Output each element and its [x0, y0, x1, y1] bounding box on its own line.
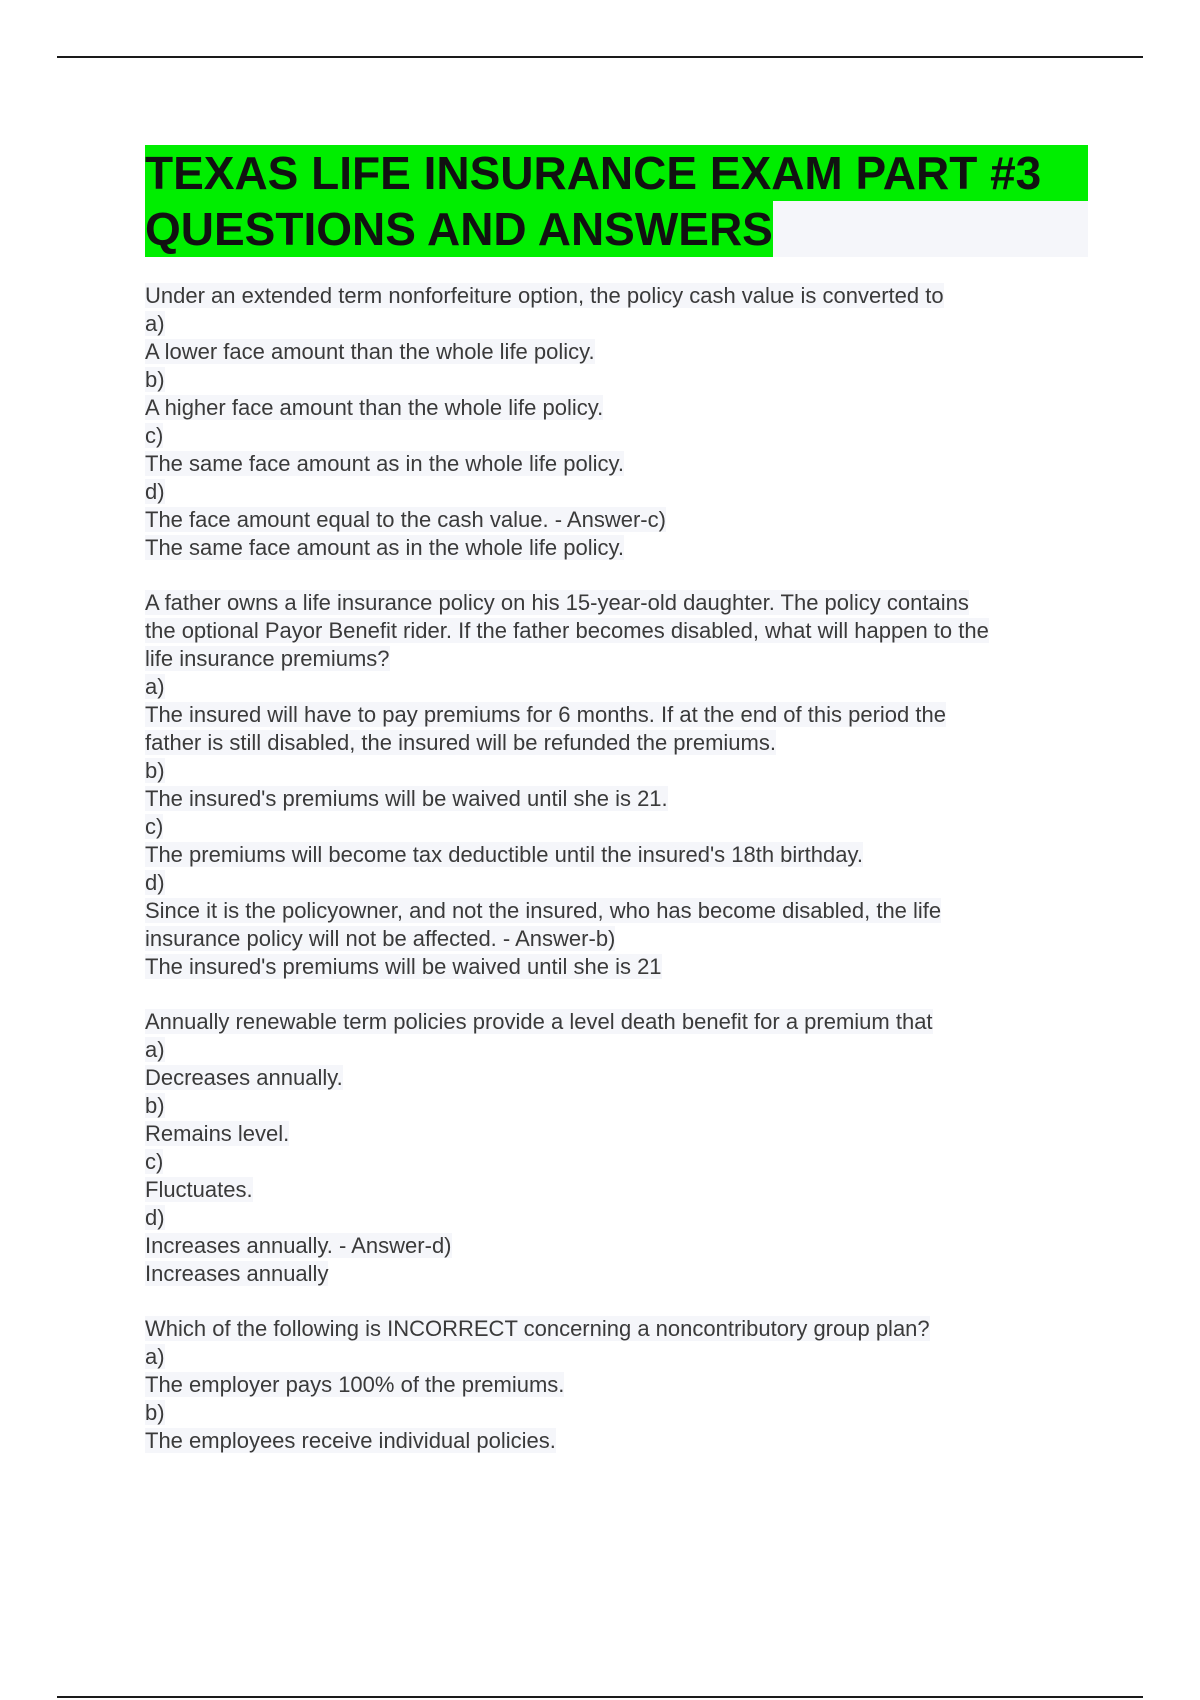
question-line: [145, 925, 1105, 953]
question-line-text: life insurance premiums?: [145, 646, 390, 671]
question-line: [145, 645, 1105, 673]
question-line-text: a): [145, 1344, 165, 1369]
question-line: [145, 1427, 1105, 1455]
question-line-text: The face amount equal to the cash value. - Answer-c): [145, 507, 666, 532]
question-line-text: d): [145, 870, 165, 895]
question-line-text: Decreases annually.: [145, 1065, 343, 1090]
question-block: [145, 589, 1105, 981]
question-line-text: Annually renewable term policies provide a level death benefit for a premium that: [145, 1009, 933, 1034]
question-line-text: The employer pays 100% of the premiums.: [145, 1372, 565, 1397]
question-line-text: d): [145, 1205, 165, 1230]
question-block: [145, 1315, 1105, 1455]
question-block: [145, 282, 1105, 562]
question-line: [145, 1315, 1105, 1343]
question-line-text: The employees receive individual policies.: [145, 1428, 556, 1453]
question-line: [145, 729, 1105, 757]
question-line-text: A higher face amount than the whole life policy.: [145, 395, 604, 420]
question-line-text: Fluctuates.: [145, 1177, 253, 1202]
question-line-text: Remains level.: [145, 1121, 290, 1146]
question-line: [145, 1399, 1105, 1427]
question-line: [145, 1204, 1105, 1232]
question-line: [145, 1036, 1105, 1064]
question-line-text: Increases annually: [145, 1261, 329, 1286]
question-line: [145, 1232, 1105, 1260]
question-line: [145, 450, 1105, 478]
question-line-text: insurance policy will not be affected. - Answer-b): [145, 926, 616, 951]
question-line: [145, 897, 1105, 925]
question-line: [145, 673, 1105, 701]
question-line: [145, 366, 1105, 394]
question-line-text: b): [145, 1093, 165, 1118]
question-line-text: c): [145, 1149, 164, 1174]
question-line-text: father is still disabled, the insured will be refunded the premiums.: [145, 730, 776, 755]
question-line-text: b): [145, 367, 165, 392]
document-title: [145, 145, 1088, 257]
question-line: [145, 953, 1105, 981]
question-line: [145, 1008, 1105, 1036]
question-line: [145, 589, 1105, 617]
bottom-rule: [57, 1696, 1143, 1698]
question-line-text: b): [145, 1400, 165, 1425]
question-line: [145, 1120, 1105, 1148]
question-line-text: a): [145, 1037, 165, 1062]
question-line-text: Which of the following is INCORRECT concerning a noncontributory group plan?: [145, 1316, 930, 1341]
question-line-text: a): [145, 674, 165, 699]
question-line: [145, 841, 1105, 869]
question-line: [145, 506, 1105, 534]
question-line-text: a): [145, 311, 165, 336]
question-list: [145, 282, 1105, 1482]
question-line-text: Increases annually. - Answer-d): [145, 1233, 452, 1258]
question-line: [145, 1064, 1105, 1092]
question-line-text: The same face amount as in the whole life policy.: [145, 535, 624, 560]
question-line: [145, 869, 1105, 897]
question-line: [145, 1343, 1105, 1371]
question-line: [145, 813, 1105, 841]
question-line: [145, 310, 1105, 338]
question-line: [145, 785, 1105, 813]
question-line: [145, 1092, 1105, 1120]
question-line-text: The same face amount as in the whole life policy.: [145, 451, 624, 476]
question-line-text: The premiums will become tax deductible until the insured's 18th birthday.: [145, 842, 863, 867]
question-line-text: A father owns a life insurance policy on his 15-year-old daughter. The policy contains: [145, 590, 969, 615]
question-line: [145, 757, 1105, 785]
question-block: [145, 1008, 1105, 1288]
question-line: [145, 617, 1105, 645]
question-line: [145, 1371, 1105, 1399]
title-line-2: QUESTIONS AND ANSWERS: [145, 203, 773, 255]
question-line-text: Since it is the policyowner, and not the insured, who has become disabled, the life: [145, 898, 942, 923]
question-line: [145, 394, 1105, 422]
question-line-text: The insured will have to pay premiums for 6 months. If at the end of this period the: [145, 702, 946, 727]
question-line-text: d): [145, 479, 165, 504]
question-line: [145, 1148, 1105, 1176]
question-line-text: The insured's premiums will be waived until she is 21.: [145, 786, 668, 811]
question-line: [145, 534, 1105, 562]
question-line-text: b): [145, 758, 165, 783]
question-line: [145, 1260, 1105, 1288]
question-line: [145, 282, 1105, 310]
question-line: [145, 422, 1105, 450]
question-line: [145, 478, 1105, 506]
question-line-text: The insured's premiums will be waived until she is 21: [145, 954, 662, 979]
question-line-text: c): [145, 423, 164, 448]
question-line-text: the optional Payor Benefit rider. If the father becomes disabled, what will happen to the: [145, 618, 989, 643]
title-line-1: TEXAS LIFE INSURANCE EXAM PART #3: [145, 145, 1088, 201]
question-line: [145, 338, 1105, 366]
question-line-text: Under an extended term nonforfeiture option, the policy cash value is converted to: [145, 283, 944, 308]
top-rule: [57, 56, 1143, 58]
question-line: [145, 1176, 1105, 1204]
question-line: [145, 701, 1105, 729]
question-line-text: c): [145, 814, 164, 839]
question-line-text: A lower face amount than the whole life policy.: [145, 339, 595, 364]
